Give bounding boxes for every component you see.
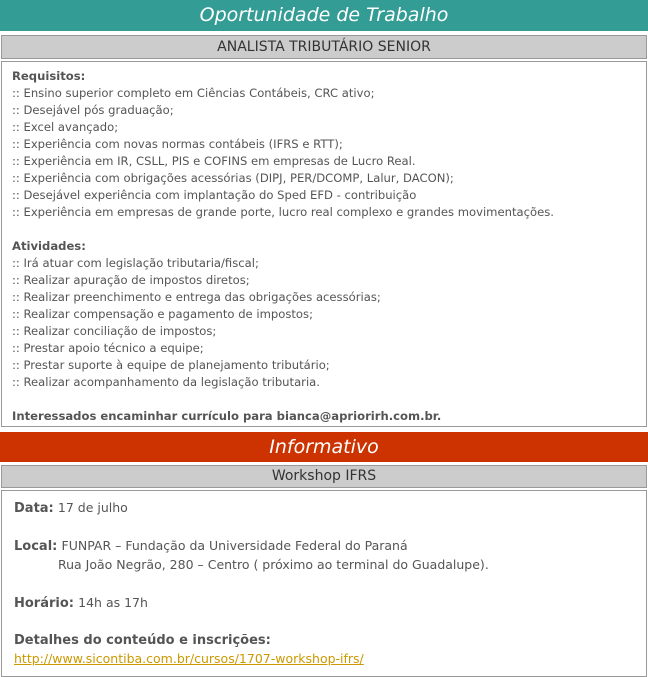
event-details-box: [1, 490, 647, 677]
atividade-item: :: Prestar suporte à equipe de planejamento tributário;: [12, 358, 330, 372]
atividade-item: :: Realizar compensação e pagamento de impostos;: [12, 307, 313, 321]
requisito-item: :: Experiência em IR, CSLL, PIS e COFINS em empresas de Lucro Real.: [12, 154, 416, 168]
local-label: Local:: [14, 539, 58, 554]
local-row: [14, 537, 646, 556]
data-row: [14, 499, 646, 518]
atividade-item: :: Irá atuar com legislação tributaria/fiscal;: [12, 256, 259, 270]
workshop-link[interactable]: http://www.sicontiba.com.br/cursos/1707-workshop-ifrs/: [14, 651, 364, 666]
requisito-item: :: Desejável pós graduação;: [12, 103, 174, 117]
event-title-bar: Workshop IFRS: [1, 465, 647, 488]
atividade-item: :: Realizar apuração de impostos diretos;: [12, 273, 250, 287]
atividade-item: :: Realizar conciliação de impostos;: [12, 324, 217, 338]
atividade-item: :: Prestar apoio técnico a equipe;: [12, 341, 204, 355]
local-line2: Rua João Negrão, 280 – Centro ( próximo ao terminal do Guadalupe).: [58, 557, 489, 572]
requisito-item: :: Excel avançado;: [12, 120, 119, 134]
requisito-item: :: Experiência em empresas de grande porte, lucro real complexo e grandes movimentações.: [12, 205, 554, 219]
horario-row: [14, 594, 646, 613]
requisito-item: :: Experiência com obrigações acessórias (DIPJ, PER/DCOMP, Lalur, DACON);: [12, 171, 454, 185]
requisito-item: :: Experiência com novas normas contábeis (IFRS e RTT);: [12, 137, 343, 151]
horario-value: 14h as 17h: [78, 595, 148, 610]
requisito-item: :: Desejável experiência com implantação do Sped EFD - contribuição: [12, 188, 417, 202]
informativo-banner: Informativo: [0, 432, 648, 462]
data-label: Data:: [14, 501, 54, 516]
job-details-box: [1, 61, 647, 427]
contact-text: Interessados encaminhar currículo para bianca@apriorirh.com.br.: [12, 409, 442, 423]
atividade-item: :: Realizar preenchimento e entrega das obrigações acessórias;: [12, 290, 381, 304]
atividades-heading: Atividades:: [12, 239, 86, 253]
job-opportunity-banner: Oportunidade de Trabalho: [0, 0, 648, 31]
data-value: 17 de julho: [57, 500, 128, 515]
detalhes-label: Detalhes do conteúdo e inscrições:: [14, 633, 271, 648]
local-row-2: [14, 556, 646, 575]
atividade-item: :: Realizar acompanhamento da legislação tributaria.: [12, 375, 320, 389]
job-title-bar: ANALISTA TRIBUTÁRIO SENIOR: [1, 35, 647, 59]
horario-label: Horário:: [14, 596, 74, 611]
requisitos-heading: Requisitos:: [12, 69, 86, 83]
requisito-item: :: Ensino superior completo em Ciências Contábeis, CRC ativo;: [12, 86, 375, 100]
local-line1: FUNPAR – Fundação da Universidade Federal do Paraná: [61, 538, 408, 553]
